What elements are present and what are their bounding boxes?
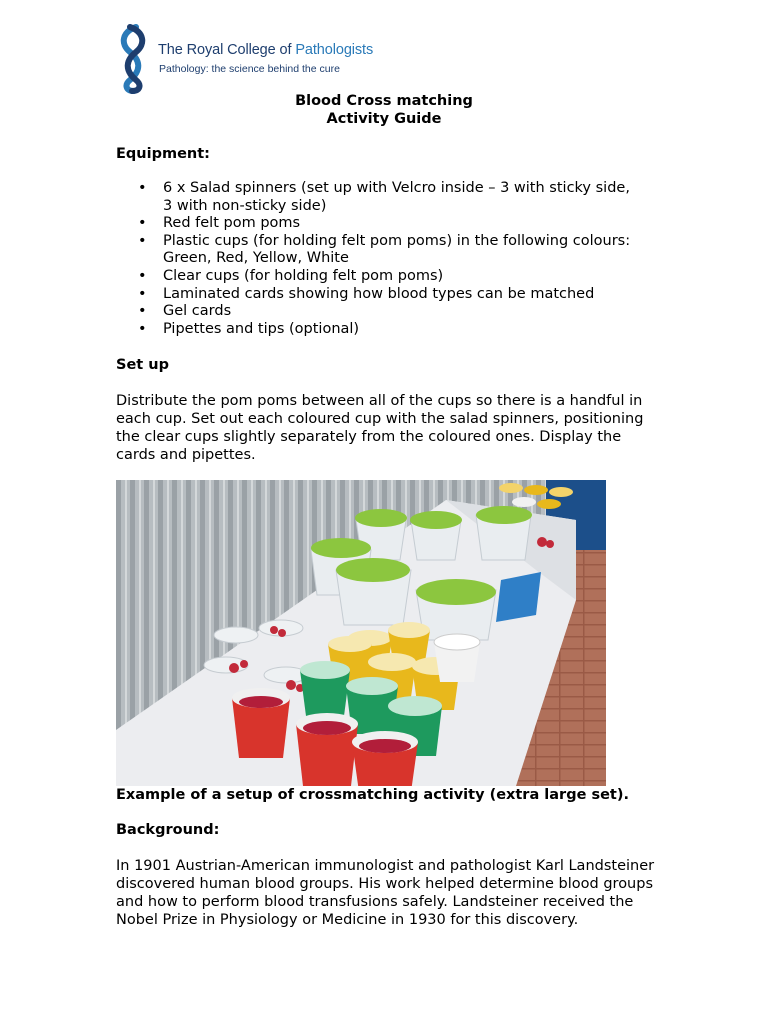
org-name-part2: Pathologists <box>295 42 374 58</box>
background-heading: Background: <box>116 822 220 838</box>
document-title-line2: Activity Guide <box>326 111 442 127</box>
background-paragraph: In 1901 Austrian-American immunologist and pathologist Karl Landsteiner discovered human blood groups. His work helped determine blood groups and how to perform blood transfusions safely. Landsteiner received the Nobel Prize in Physiology or Medicine in 1930 for this discovery. <box>116 858 655 928</box>
double-s-swirl-logo-icon <box>114 24 154 94</box>
activity-setup-photo <box>116 480 606 786</box>
organisation-name <box>158 42 373 58</box>
setup-paragraph: Distribute the pom poms between all of the cups so there is a handful in each cup. Set out each coloured cup with the salad spinners, positioning the clear cups slightly separately from the coloured ones. Display the cards and pipettes. <box>116 393 644 463</box>
list-item: • Red felt pom poms <box>116 215 636 233</box>
organisation-tagline: Pathology: the science behind the cure <box>159 63 340 75</box>
equipment-list <box>116 180 636 338</box>
photo-caption: Example of a setup of crossmatching activity (extra large set). <box>116 787 629 803</box>
list-item: • Pipettes and tips (optional) <box>116 321 636 339</box>
list-item: • Laminated cards showing how blood types can be matched <box>116 286 636 304</box>
college-logo <box>114 24 374 94</box>
list-item: • Plastic cups (for holding felt pom poms) in the following colours: Green, Red, Yellow, White <box>116 233 636 268</box>
equipment-heading: Equipment: <box>116 146 210 162</box>
document-title-line1: Blood Cross matching <box>295 93 473 109</box>
org-name-part1: The Royal College of <box>158 42 296 58</box>
setup-heading: Set up <box>116 357 169 373</box>
list-item: • 6 x Salad spinners (set up with Velcro inside – 3 with sticky side, 3 with non-sticky side) <box>116 180 636 215</box>
list-item: • Gel cards <box>116 303 636 321</box>
list-item: • Clear cups (for holding felt pom poms) <box>116 268 636 286</box>
